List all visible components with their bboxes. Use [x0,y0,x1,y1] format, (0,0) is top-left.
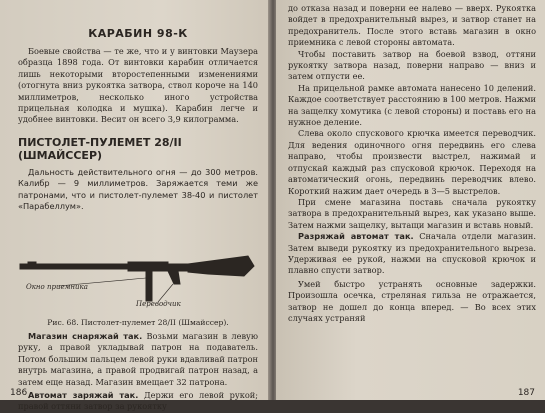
right-column [288,3,536,324]
right-paragraph-2: Чтобы поставить затвор на боевой взвод, оттяни рукоятку затвора назад, поверни направо — вниз и затем отпусти ее. [288,48,536,82]
section-title-smg: ПИСТОЛЕТ-ПУЛЕМЕТ 28/II (ШМАЙССЕР) [18,135,182,162]
smg-loading-lead: Автомат заряжай так. [28,390,139,401]
right-paragraph-1: до отказа назад и поверни ее налево — вверх. Рукоятка войдет в предохранительный вырез, и затвор станет на предохранитель. После этого вставь магазин в окно приемника с левой стороны автомата. [288,3,536,48]
right-page [276,0,545,400]
carbine-paragraph: Боевые свойства — те же, что и у винтовки Маузера образца 1898 года. От винтовки карабин отличается лишь некоторыми второстепенными изменениями (отогнута вниз рукоятка затвора, ствол короче на 140 миллиметров, несколько иного устройства прицельная колодка и мушка). Карабин легче и удобнее винтовки. Весит он всего 3,9 килограмма. [18,46,258,125]
magazine-loading-lead: Магазин снаряжай так. [28,331,143,341]
magazine-loading-text: Возьми магазин в левую руку, а правой укладывай патрон на подаватель. Потом большим пальцем левой руки вдавливай патрон внутрь магазина, а правой продвигай патрон назад, а затем еще назад. Магазин вмещает 32 патрона. [18,331,259,387]
smg-paragraph: Дальность действительного огня — до 300 метров. Калибр — 9 миллиметров. Заряжается теми же патронами, что и пистолет-пулемет 38-40 и пистолет «Парабеллум». [18,166,258,212]
unloading-paragraph [288,231,536,277]
section-title-carbine: КАРАБИН 98-К [88,27,188,40]
figure-label-receiver: Окно приемника [26,283,88,291]
unloading-text: Сначала отдели магазин. Затем выведи рукоятку из предохранительного выреза. Удерживая ее рукой, нажми на спусковой крючок и плавно спусти затвор. [288,231,536,276]
smg-figure [18,250,258,312]
unloading-lead: Разряжай автомат так. [298,231,414,242]
right-paragraph-7: Умей быстро устранять основные задержки. Произошла осечка, стреляная гильза не отражается, затвор не дошел до конца вперед. — Во всех этих случаях устраняй [288,278,536,323]
page-number-right: 187 [517,388,535,398]
right-paragraph-3: На прицельной рамке автомата нанесено 10 делений. Каждое соответствует расстоянию в 100 метров. Нажми на защелку хомутика (с левой стороны) и поставь его на нужное деление. [288,82,536,128]
right-paragraph-4: Слева около спускового крючка имеется переводчик. Для ведения одиночного огня передвинь его слева направо, чтобы произвести выстрел, нажимай и отпускай каждый раз спусковой крючок. Переходя на автоматический огонь, передвинь переводчик влево. Короткий нажим дает очередь в 3—5 выстрелов. [288,128,536,196]
left-page [0,0,270,412]
smg-loading-paragraph [18,390,258,413]
left-column-bottom [18,318,258,413]
figure-caption: Рис. 68. Пистолет-пулемет 28/II (Шмайссер). [47,318,229,327]
figure-label-selector: Переводчик [136,300,181,308]
right-paragraph-5: При смене магазина поставь сначала рукоятку затвора в предохранительный вырез, как указано выше. Затем нажми защелку, вытащи магазин и вставь новый. [288,196,536,230]
left-column [18,27,258,212]
page-number-left: 186 [10,388,28,398]
magazine-loading-paragraph [18,331,258,388]
smg-loading-text: Держи его левой рукой; правой оттяни затвор за рукоятку [18,390,258,412]
